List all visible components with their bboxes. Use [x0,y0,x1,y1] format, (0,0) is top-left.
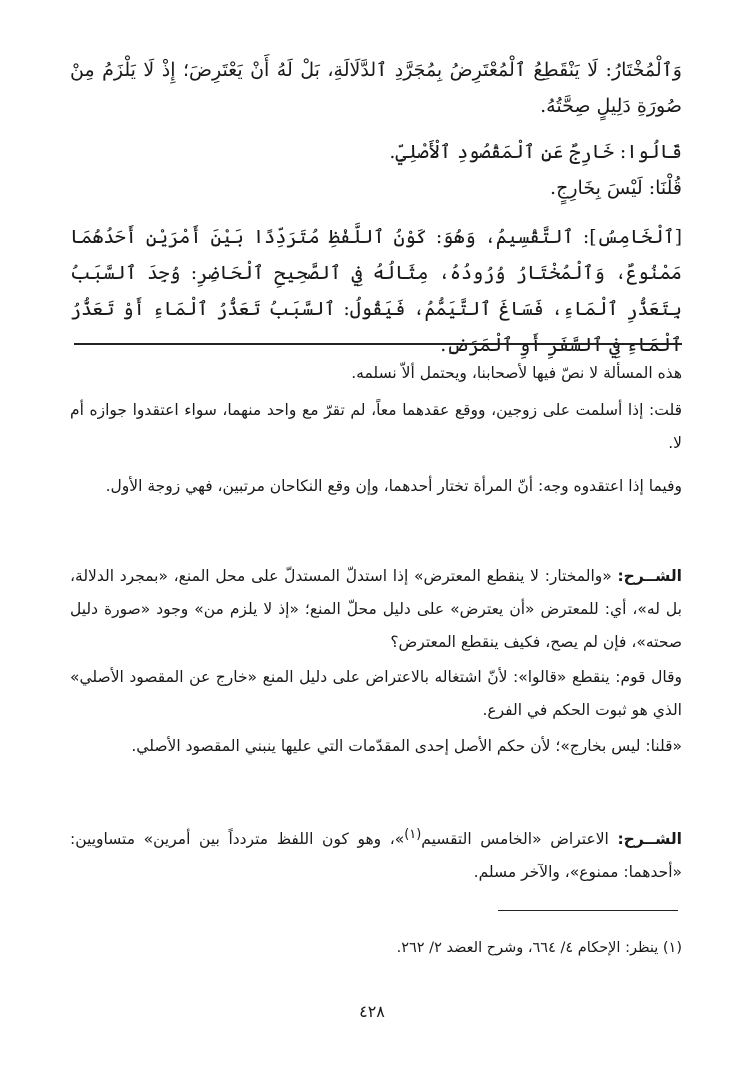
sharh-label: الشــرح: [617,567,682,585]
commentary-paragraph: وقال قوم: ينقطع «قالوا»: لأنّ اشتغاله بالاعتراض على دليل المنع «خارج عن المقصود الأصلي» الذي هو ثبوت الحكم في الفرع. [70,668,682,719]
commentary-paragraph: قلت: إذا أسلمت على زوجين، ووقع عقدهما معاً، لم تقرّ مع واحد منهما، سواء اعتقدوا جوازه أم لا. [70,401,682,452]
footnote: (١) ينظر: الإحكام ٤/ ٦٦٤، وشرح العضد ٢/ ٢٦٢. [396,940,682,956]
commentary-paragraph: هذه المسألة لا نصّ فيها لأصحابنا، ويحتمل ألاّ نسلمه. [351,364,682,382]
sharh-label: الشــرح: [617,830,682,849]
footnote-reference: (١) [404,827,422,842]
matn-reply-line: قُلْنَا: لَيْسَ بِخَارِجٍ. [550,177,682,199]
matn-objection-line: قَالُوا: خَارِجٌ عَنِ ٱلْمَقْصُودِ ٱلْأَصْلِيِّ. [389,141,682,163]
footnote-divider [498,910,678,911]
matn-paragraph-3 [70,219,682,363]
commentary-paragraph: «قلنا: ليس بخارج»؛ لأن حكم الأصل إحدى المقدّمات التي عليها ينبني المقصود الأصلي. [131,737,682,755]
matn-text: [ٱلْخَامِسُ]: ٱلتَّقْسِيمُ، وَهُوَ: كَوْنُ ٱللَّفْظِ مُتَرَدِّدًا بَيْنَ أَمْرَيْنِ أَحَدُهُمَا مَمْنُوعٌ، وَٱلْمُخْتَارُ وُرُودُهُ، مِثَالُهُ فِي ٱلصَّحِيحِ ٱلْحَاضِرِ: وُجِدَ ٱلسَّبَبُ بِتَعَذُّرِ ٱلْمَاءِ، فَسَاغَ ٱلتَّيَمُّمُ، فَيَقُولُ: ٱلسَّبَبُ تَعَذُّرُ ٱلْمَاءِ أَوْ تَعَذُّرُ ٱلْمَاءِ فِي ٱلسَّفَرِ أَوِ ٱلْمَرَضِ. [70,226,682,356]
matn-paragraph-1 [70,52,682,124]
page-number: ٤٢٨ [359,1002,385,1021]
commentary-paragraph: الشــرح: «والمختار: لا ينقطع المعترض» إذا استدلّ المستدلّ على محل المنع، «بمجرد الدلالة، بل له»، أي: للمعترض «أن يعترض» على دليل محلّ المنع؛ «إذ لا يلزم من» وجود «صورة دليل صحته»، فإن لم يصح، فكيف ينقطع المعترض؟ [70,567,682,651]
matn-text: وَٱلْمُخْتَارُ: لَا يَنْقَطِعُ ٱلْمُعْتَرِضُ بِمُجَرَّدِ ٱلدَّلَالَةِ، بَلْ لَهُ أَنْ يَعْتَرِضَ؛ إِذْ لَا يَلْزَمُ مِنْ صُورَةِ دَلِيلٍ صِحَّتُهُ. [70,59,682,117]
section-divider [74,343,682,345]
commentary-paragraph: الشــرح: الاعتراض «الخامس التقسيم$^{(١)}$»، وهو كون اللفظ متردداً بين أمرين» متساويين: «أحدهما: ممنوع»، والآخر مسلم. [70,827,682,882]
matn-paragraph-2 [70,134,682,206]
commentary-paragraph: وفيما إذا اعتقدوه وجه: أنّ المرأة تختار أحدهما، وإن وقع النكاحان مرتبين، فهي زوجة الأول. [105,477,682,495]
